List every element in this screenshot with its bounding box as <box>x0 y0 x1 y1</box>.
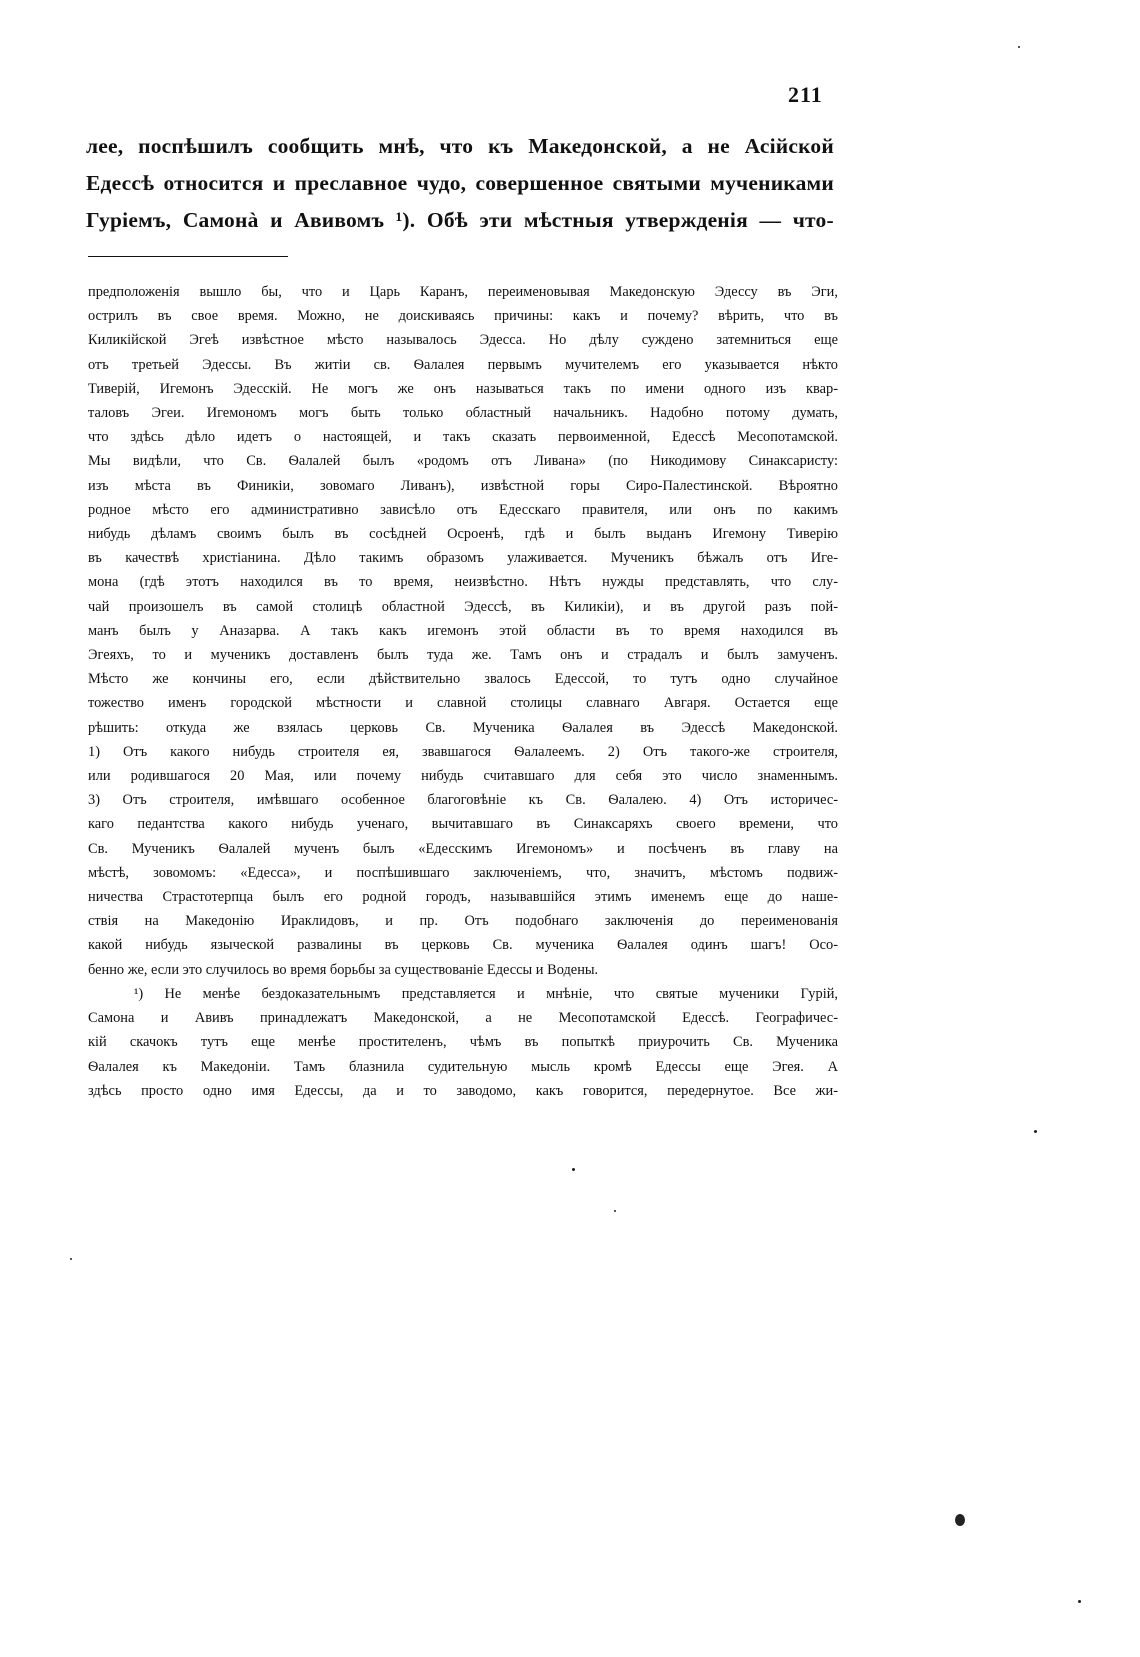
footnote-line: отъ третьей Эдессы. Въ житіи св. Ѳалалея первымъ мучителемъ его указывается нѣкто <box>88 356 838 373</box>
footnote-line: ничества Страстотерпца былъ его родной городъ, называвшійся этимъ именемъ еще до наше- <box>88 889 838 906</box>
main-text-line: Гуріемъ, Самонà и Авивомъ ¹). Обѣ эти мѣстныя утвержденія — что- <box>86 208 834 232</box>
footnote-line: ¹) Не менѣе бездоказательнымъ представляется и мнѣніе, что святые мученики Гурій, <box>134 985 838 1002</box>
footnote-line: манъ былъ у Аназарва. А такъ какъ игемонъ этой области въ то время находился въ <box>88 622 838 639</box>
footnote-line: кій скачокъ тутъ еще менѣе простителенъ, чѣмъ въ попыткѣ приурочить Св. Мученика <box>88 1034 838 1051</box>
scan-speck <box>1018 46 1020 48</box>
footnote-line: таловъ Эгеи. Игемономъ могъ быть только областный начальникъ. Надобно потому думать, <box>88 405 838 422</box>
footnote-line: Св. Мученикъ Ѳалалей мученъ былъ «Едесскимъ Игемономъ» и посѣченъ въ главу на <box>88 840 838 857</box>
footnote-line: Ѳалалея къ Македоніи. Тамъ блазнила судительную мысль кромѣ Едессы еще Эгея. А <box>88 1058 838 1075</box>
footnote-line: бенно же, если это случилось во время борьбы за существованіе Едессы и Водены. <box>88 961 599 978</box>
footnote-line: острилъ въ свое время. Можно, не доискиваясь причины: какъ и почему? вѣрить, что въ <box>88 308 838 325</box>
footnote-line: каго педантства какого нибудь ученаго, вычитавшаго въ Синаксаряхъ своего времени, что <box>88 816 838 833</box>
footnote-line: въ качествѣ христіанина. Дѣло такимъ образомъ улаживается. Мученикъ бѣжалъ отъ Иге- <box>88 550 838 567</box>
footnote-line: что здѣсь дѣло идетъ о настоящей, и такъ сказать первоименной, Едессѣ Месопотамской. <box>88 429 838 446</box>
scan-speck <box>572 1168 575 1171</box>
footnote-line: Мѣсто же кончины его, если дѣйствительно звалось Едессой, то тутъ одно случайное <box>88 671 838 688</box>
main-text-line: лее, поспѣшилъ сообщить мнѣ, что къ Македонской, а не Асійской <box>86 134 834 158</box>
scan-speck <box>955 1514 965 1526</box>
main-text-line: Едессѣ относится и преславное чудо, совершенное святыми мучениками <box>86 171 834 195</box>
scan-speck <box>1078 1600 1081 1603</box>
footnote-line: мона (гдѣ этотъ находился въ то время, неизвѣстно. Нѣтъ нужды представлять, что слу- <box>88 574 838 591</box>
scan-speck <box>614 1210 616 1212</box>
footnote-line: Эгеяхъ, то и мученикъ доставленъ былъ туда же. Тамъ онъ и страдалъ и былъ замученъ. <box>88 647 838 664</box>
scan-speck <box>1034 1130 1037 1133</box>
footnote-line: ствія на Македонію Ираклидовъ, и пр. Отъ подобнаго заключенія до переименованія <box>88 913 838 930</box>
footnote-line: чай произошелъ въ самой столицѣ областной Эдессѣ, въ Киликіи), и въ другой разъ пой- <box>88 598 838 615</box>
footnotes-block <box>88 280 838 1103</box>
footnote-line: здѣсь просто одно имя Едессы, да и то заводомо, какъ говорится, передернутое. Все жи- <box>88 1082 838 1099</box>
footnote-line: тожество именъ городской мѣстности и славной столицы славнаго Авгаря. Остается еще <box>88 695 838 712</box>
footnote-line: Самона и Авивъ принадлежатъ Македонской, а не Месопотамской Едессѣ. Географичес- <box>88 1010 838 1027</box>
footnote-continued <box>88 280 838 982</box>
footnote-line: нибудь дѣламъ своимъ былъ въ сосѣдней Осроенѣ, гдѣ и былъ выданъ Игемону Тиверію <box>88 526 838 543</box>
footnote-line: Тиверій, Игемонъ Эдесскій. Не могъ же онъ называться такъ по имени одного изъ квар- <box>88 380 838 397</box>
main-text-block <box>86 128 834 239</box>
footnote-line: или родившагося 20 Мая, или почему нибудь считавшаго для себя это число знаменнымъ. <box>88 768 838 785</box>
footnote-line: рѣшить: откуда же взялась церковь Св. Мученика Ѳалалея въ Эдессѣ Македонской. <box>88 719 838 736</box>
footnote-line: изъ мѣста въ Финикіи, зовомаго Ливанъ), извѣстной горы Сиро-Палестинской. Вѣроятно <box>88 477 838 494</box>
footnote-line: родное мѣсто его административно зависѣло отъ Едесскаго правителя, или онъ по какимъ <box>88 501 838 518</box>
footnote-line: 3) Отъ строителя, имѣвшаго особенное благоговѣніе къ Св. Ѳалалею. 4) Отъ историчес- <box>88 792 838 809</box>
footnote-line: предположенія вышло бы, что и Царь Каранъ, переименовывая Македонскую Эдессу въ Эги, <box>88 284 838 300</box>
footnote-line: какой нибудь языческой развалины въ церковь Св. мученика Ѳалалея одинъ шагъ! Осо- <box>88 937 838 954</box>
footnote-line: мѣстѣ, зовомомъ: «Едесса», и поспѣшившаго заключеніемъ, что, значитъ, мѣстомъ подвиж- <box>88 864 838 881</box>
footnote-1 <box>88 982 838 1103</box>
footnote-separator <box>88 256 288 257</box>
footnote-line: Мы видѣли, что Св. Ѳалалей былъ «родомъ отъ Ливана» (по Никодимову Синаксаристу: <box>88 453 838 470</box>
footnote-line: Киликійской Эгеѣ извѣстное мѣсто называлось Эдесса. Но дѣлу суждено затемниться еще <box>88 332 838 349</box>
scan-speck <box>70 1258 72 1260</box>
page-number: 211 <box>788 82 823 107</box>
footnote-line: 1) Отъ какого нибудь строителя ея, звавшагося Ѳалалеемъ. 2) Отъ такого-же строителя, <box>88 743 838 760</box>
